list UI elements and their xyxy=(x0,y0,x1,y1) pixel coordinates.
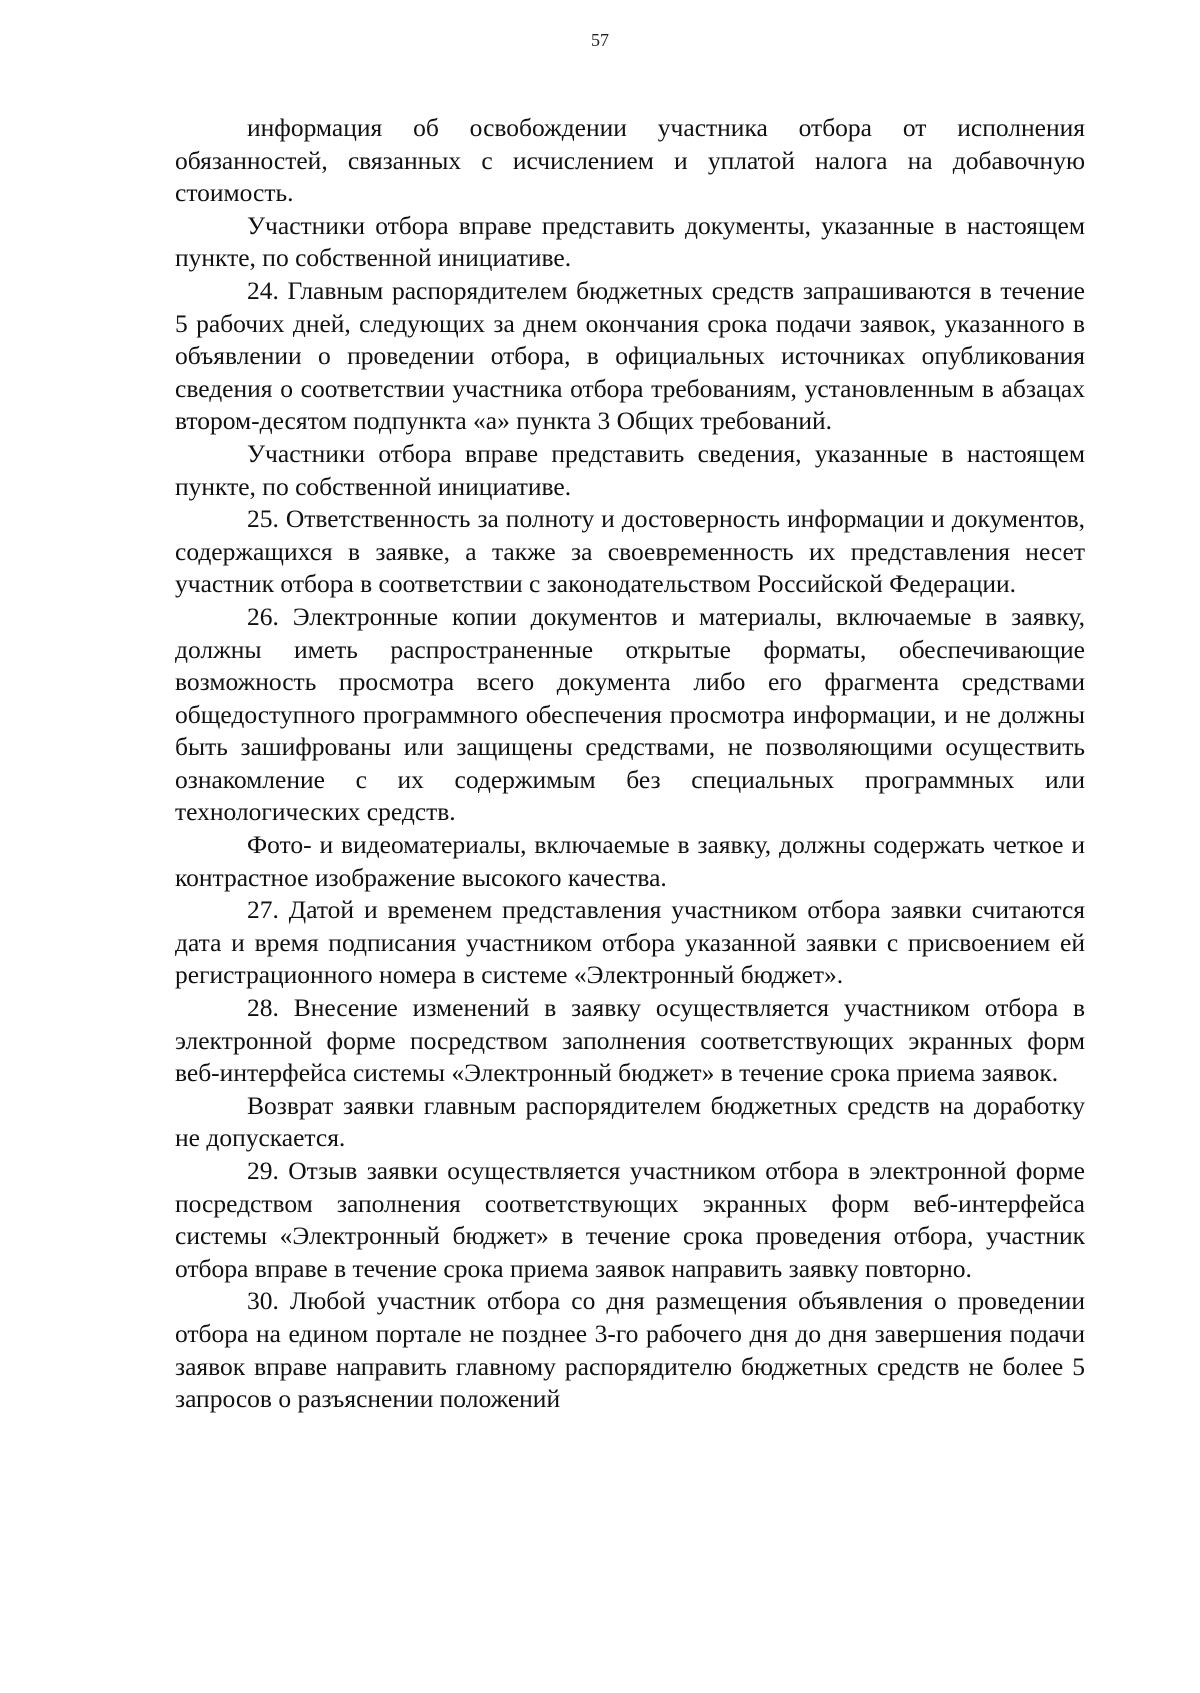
paragraph-28: 28. Внесение изменений в заявку осуществляется участником отбора в электронной форме посредством заполнения соответствующих экранных форм веб-интерфейса системы «Электронный бюджет» в течение срока приема заявок. xyxy=(175,993,1085,1088)
document-body xyxy=(175,112,1085,1416)
paragraph-24: 24. Главным распорядителем бюджетных средств запрашиваются в течение 5 рабочих дней, следующих за днем окончания срока подачи заявок, указанного в объявлении о проведении отбора, в официальных источниках опубликования сведения о соответствии участника отбора требованиям, установленным в абзацах втором-десятом подпункта «а» пункта 3 Общих требований. xyxy=(175,275,1085,436)
paragraph-25: 25. Ответственность за полноту и достоверность информации и документов, содержащихся в заявке, а также за своевременность их представления несет участник отбора в соответствии с законодательством Российской Федерации. xyxy=(175,504,1085,599)
paragraph-exemption-info: информация об освобождении участника отбора от исполнения обязанностей, связанных с исчислением и уплатой налога на добавочную стоимость. xyxy=(175,113,1085,208)
page-number: 57 xyxy=(591,30,609,50)
paragraph-documents-initiative: Участники отбора вправе представить документы, указанные в настоящем пункте, по собственной инициативе. xyxy=(175,210,1085,273)
paragraph-26: 26. Электронные копии документов и материалы, включаемые в заявку, должны иметь распространенные открытые форматы, обеспечивающие возможность просмотра всего документа либо его фрагмента средствами общедоступного программного обеспечения просмотра информации, и не должны быть зашифрованы или защищены средствами, не позволяющими осуществить ознакомление с их содержимым без специальных программных или технологических средств. xyxy=(175,601,1085,827)
paragraph-30: 30. Любой участник отбора со дня размещения объявления о проведении отбора на едином портале не позднее 3-го рабочего дня до дня завершения подачи заявок вправе направить главному распорядителю бюджетных средств не более 5 запросов о разъяснении положений xyxy=(175,1286,1085,1414)
paragraph-media-requirements: Фото- и видеоматериалы, включаемые в заявку, должны содержать четкое и контрастное изображение высокого качества. xyxy=(175,830,1085,892)
paragraph-return-prohibited: Возврат заявки главным распорядителем бюджетных средств на доработку не допускается. xyxy=(175,1090,1085,1153)
paragraph-29: 29. Отзыв заявки осуществляется участником отбора в электронной форме посредством заполнения соответствующих экранных форм веб-интерфейса системы «Электронный бюджет» в течение срока проведения отбора, участник отбора вправе в течение срока приема заявок направить заявку повторно. xyxy=(175,1156,1085,1283)
paragraph-information-initiative: Участники отбора вправе представить сведения, указанные в настоящем пункте, по собственной инициативе. xyxy=(175,438,1085,501)
paragraph-27: 27. Датой и временем представления участником отбора заявки считаются дата и время подписания участником отбора указанной заявки с присвоением ей регистрационного номера в системе «Электронный бюджет». xyxy=(175,895,1085,990)
